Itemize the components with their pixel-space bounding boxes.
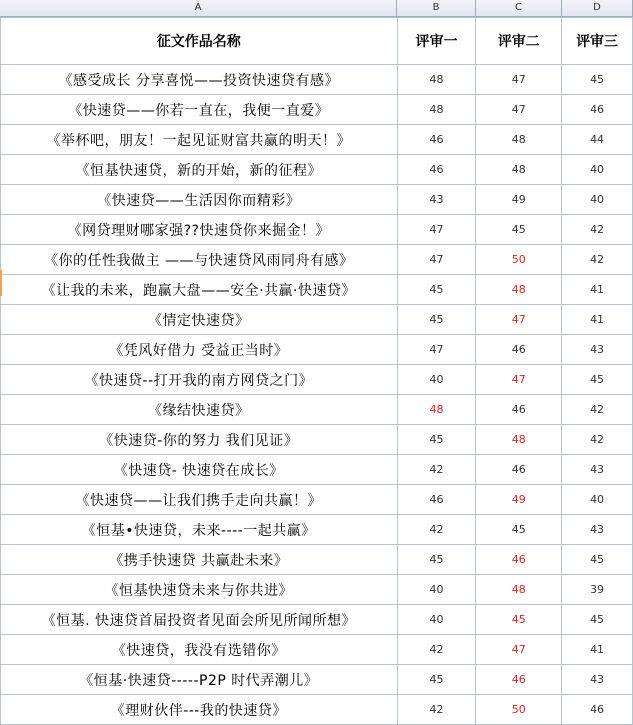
- table-row: [1, 395, 633, 425]
- essay-title-cell[interactable]: 《恒基·快速贷-----P2P 时代弄潮儿》: [1, 665, 398, 695]
- judge2-score-cell[interactable]: 46: [476, 455, 562, 485]
- judge2-score-cell[interactable]: 48: [476, 275, 562, 305]
- judge2-score-cell[interactable]: 48: [476, 575, 562, 605]
- table-row: [1, 455, 633, 485]
- judge1-score-cell[interactable]: 40: [397, 575, 476, 605]
- judge2-score-cell[interactable]: 46: [476, 665, 562, 695]
- judge3-score-cell[interactable]: 41: [562, 305, 633, 335]
- column-header-bar: [0, 0, 633, 17]
- judge2-score-cell[interactable]: 47: [476, 635, 562, 665]
- judge1-score-cell[interactable]: 47: [397, 335, 476, 365]
- essay-title-cell[interactable]: 《快速贷——生活因你而精彩》: [1, 185, 398, 215]
- column-header-d[interactable]: D: [562, 0, 633, 16]
- judge3-score-cell[interactable]: 40: [562, 485, 633, 515]
- header-judge2-cell[interactable]: 评审二: [476, 18, 562, 65]
- table-row: [1, 545, 633, 575]
- judge2-score-cell[interactable]: 50: [476, 245, 562, 275]
- table-row: [1, 695, 633, 725]
- judge1-score-cell[interactable]: 45: [397, 305, 476, 335]
- essay-title-cell[interactable]: 《恒基快速贷，新的开始，新的征程》: [1, 155, 398, 185]
- judge1-score-cell[interactable]: 42: [397, 635, 476, 665]
- judge1-score-cell[interactable]: 46: [397, 155, 476, 185]
- judge1-score-cell[interactable]: 45: [397, 665, 476, 695]
- judge3-score-cell[interactable]: 45: [562, 545, 633, 575]
- judge1-score-cell[interactable]: 47: [397, 245, 476, 275]
- judge1-score-cell[interactable]: 45: [397, 425, 476, 455]
- judge3-score-cell[interactable]: 45: [562, 365, 633, 395]
- table-row: [1, 635, 633, 665]
- essay-title-cell[interactable]: 《让我的未来，跑赢大盘——安全·共赢·快速贷》: [1, 275, 398, 305]
- judge3-score-cell[interactable]: 42: [562, 395, 633, 425]
- essay-title-cell[interactable]: 《恒基•快速贷，未来----一起共赢》: [1, 515, 398, 545]
- column-header-c[interactable]: C: [476, 0, 562, 16]
- essay-title-cell[interactable]: 《举杯吧，朋友！一起见证财富共赢的明天！》: [1, 125, 398, 155]
- column-header-a[interactable]: A: [0, 0, 397, 16]
- judge3-score-cell[interactable]: 46: [562, 95, 633, 125]
- judge3-score-cell[interactable]: 42: [562, 245, 633, 275]
- table-row: [1, 275, 633, 305]
- judge1-score-cell[interactable]: 46: [397, 125, 476, 155]
- table-row: [1, 605, 633, 635]
- judge2-score-cell[interactable]: 45: [476, 215, 562, 245]
- judge3-score-cell[interactable]: 42: [562, 215, 633, 245]
- judge3-score-cell[interactable]: 44: [562, 125, 633, 155]
- judge1-score-cell[interactable]: 42: [397, 455, 476, 485]
- judge1-score-cell[interactable]: 42: [397, 515, 476, 545]
- judge1-score-cell[interactable]: 48: [397, 395, 476, 425]
- table-row: [1, 125, 633, 155]
- judge2-score-cell[interactable]: 47: [476, 365, 562, 395]
- header-judge3-cell[interactable]: 评审三: [562, 18, 633, 65]
- judge3-score-cell[interactable]: 41: [562, 275, 633, 305]
- spreadsheet-grid: [0, 17, 633, 725]
- essay-title-cell[interactable]: 《恒基快速贷未来与你共进》: [1, 575, 398, 605]
- judge3-score-cell[interactable]: 45: [562, 605, 633, 635]
- judge1-score-cell[interactable]: 46: [397, 485, 476, 515]
- essay-title-cell[interactable]: 《快速贷——你若一直在，我便一直爱》: [1, 95, 398, 125]
- essay-title-cell[interactable]: 《你的任性我做主 ——与快速贷风雨同舟有感》: [1, 245, 398, 275]
- essay-title-cell[interactable]: 《快速贷- 快速贷在成长》: [1, 455, 398, 485]
- judge2-score-cell[interactable]: 50: [476, 695, 562, 725]
- column-header-b[interactable]: B: [397, 0, 476, 16]
- judge2-score-cell[interactable]: 45: [476, 605, 562, 635]
- judge3-score-cell[interactable]: 43: [562, 515, 633, 545]
- essay-title-cell[interactable]: 《缘结快速贷》: [1, 395, 398, 425]
- judge1-score-cell[interactable]: 45: [397, 545, 476, 575]
- row-selection-marker: [0, 270, 2, 296]
- judge2-score-cell[interactable]: 49: [476, 185, 562, 215]
- judge1-score-cell[interactable]: 45: [397, 275, 476, 305]
- essay-title-cell[interactable]: 《恒基. 快速贷首届投资者见面会所见所闻所想》: [1, 605, 398, 635]
- essay-title-cell[interactable]: 《网贷理财哪家强??快速贷你来掘金！》: [1, 215, 398, 245]
- header-judge1-cell[interactable]: 评审一: [397, 18, 476, 65]
- judge1-score-cell[interactable]: 47: [397, 215, 476, 245]
- judge3-score-cell[interactable]: 41: [562, 635, 633, 665]
- header-row: [1, 18, 633, 65]
- judge2-score-cell[interactable]: 48: [476, 125, 562, 155]
- table-row: [1, 245, 633, 275]
- table-row: [1, 575, 633, 605]
- judge2-score-cell[interactable]: 47: [476, 305, 562, 335]
- essay-title-cell[interactable]: 《携手快速贷 共赢赴未来》: [1, 545, 398, 575]
- table-row: [1, 335, 633, 365]
- header-title-cell[interactable]: 征文作品名称: [1, 18, 398, 65]
- judge2-score-cell[interactable]: 48: [476, 155, 562, 185]
- judge3-score-cell[interactable]: 40: [562, 155, 633, 185]
- judge2-score-cell[interactable]: 47: [476, 95, 562, 125]
- table-row: [1, 485, 633, 515]
- table-row: [1, 215, 633, 245]
- table-row: [1, 155, 633, 185]
- essay-title-cell[interactable]: 《凭风好借力 受益正当时》: [1, 335, 398, 365]
- table-row: [1, 305, 633, 335]
- judge2-score-cell[interactable]: 47: [476, 65, 562, 95]
- essay-title-cell[interactable]: 《感受成长 分享喜悦——投资快速贷有感》: [1, 65, 398, 95]
- judge1-score-cell[interactable]: 48: [397, 65, 476, 95]
- table-row: [1, 365, 633, 395]
- judge3-score-cell[interactable]: 46: [562, 695, 633, 725]
- judge3-score-cell[interactable]: 43: [562, 335, 633, 365]
- judge2-score-cell[interactable]: 49: [476, 485, 562, 515]
- judge2-score-cell[interactable]: 45: [476, 515, 562, 545]
- essay-title-cell[interactable]: 《快速贷--打开我的南方网贷之门》: [1, 365, 398, 395]
- essay-title-cell[interactable]: 《快速贷——让我们携手走向共赢！》: [1, 485, 398, 515]
- judge2-score-cell[interactable]: 46: [476, 545, 562, 575]
- table-row: [1, 185, 633, 215]
- judge2-score-cell[interactable]: 46: [476, 395, 562, 425]
- essay-title-cell[interactable]: 《快速贷-你的努力 我们见证》: [1, 425, 398, 455]
- judge3-score-cell[interactable]: 43: [562, 455, 633, 485]
- table-row: [1, 515, 633, 545]
- table-row: [1, 425, 633, 455]
- judge1-score-cell[interactable]: 40: [397, 365, 476, 395]
- judge3-score-cell[interactable]: 45: [562, 65, 633, 95]
- judge1-score-cell[interactable]: 42: [397, 695, 476, 725]
- judge3-score-cell[interactable]: 42: [562, 425, 633, 455]
- judge2-score-cell[interactable]: 46: [476, 335, 562, 365]
- essay-title-cell[interactable]: 《理财伙伴---我的快速贷》: [1, 695, 398, 725]
- essay-title-cell[interactable]: 《情定快速贷》: [1, 305, 398, 335]
- table-row: [1, 665, 633, 695]
- essay-title-cell[interactable]: 《快速贷，我没有选错你》: [1, 635, 398, 665]
- judge1-score-cell[interactable]: 40: [397, 605, 476, 635]
- judge1-score-cell[interactable]: 43: [397, 185, 476, 215]
- table-row: [1, 65, 633, 95]
- judge2-score-cell[interactable]: 48: [476, 425, 562, 455]
- judge1-score-cell[interactable]: 48: [397, 95, 476, 125]
- judge3-score-cell[interactable]: 39: [562, 575, 633, 605]
- table-row: [1, 95, 633, 125]
- judge3-score-cell[interactable]: 40: [562, 185, 633, 215]
- judge3-score-cell[interactable]: 43: [562, 665, 633, 695]
